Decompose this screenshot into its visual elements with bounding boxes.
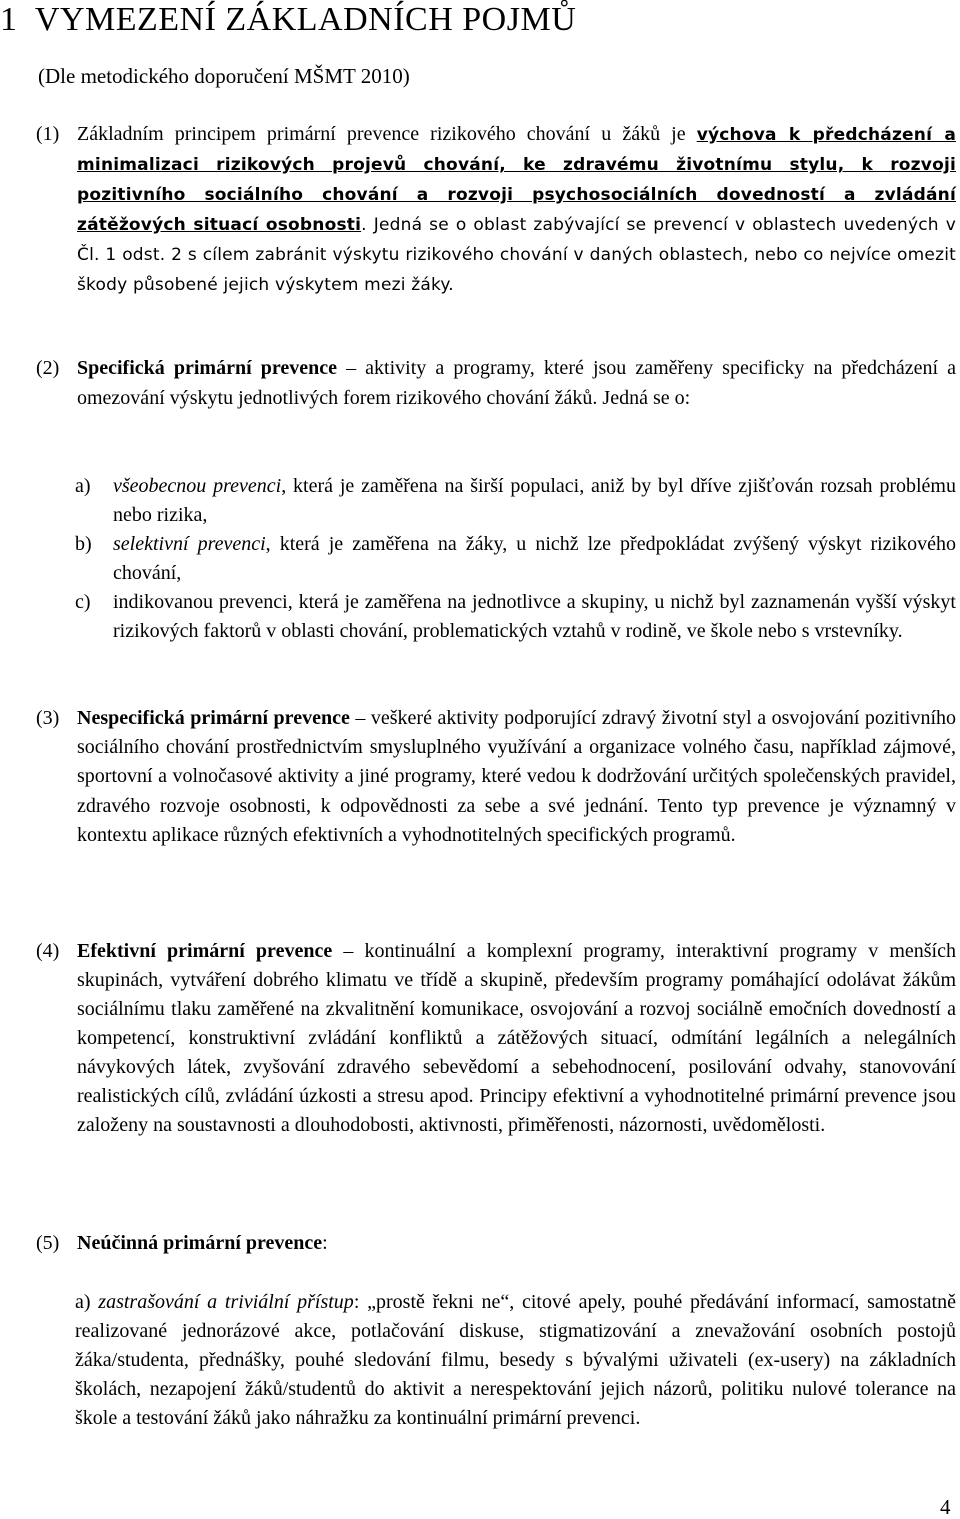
list-item-term: všeobecnou prevenci — [113, 475, 282, 497]
paragraph-number: (2) — [36, 357, 60, 379]
chapter-number: 1 — [0, 1, 18, 38]
list-item — [75, 530, 956, 588]
prevention-type-list — [75, 472, 956, 646]
paragraph-term: Nespecifická primární prevence — [77, 707, 350, 729]
page-number: 4 — [940, 1495, 951, 1519]
list-item-text: : „prostě řekni ne“, citové apely, pouhé předávání informací, samostatně realizované jednorázové akce, potlačování diskuse, stigmatizování a znevažování osobních postojů žáka/studenta, přednášky, pouhé sledování filmu, besedy s bývalými uživateli (ex-usery) na základních školách, nezapojení žáků/studentů do aktivit a nerespektování jejich názorů, politiku nulové tolerance na škole a testování žáků jako náhražku za kontinuální primární prevenci. — [75, 1291, 956, 1429]
list-item-label: a) — [75, 475, 91, 497]
paragraph-text: – aktivity a programy, které jsou zaměřeny specificky na předcházení a omezování výskytu jednotlivých forem rizikového chování žáků. Jedná se o: — [77, 357, 956, 410]
list-item — [75, 472, 956, 530]
list-item-term: zastrašování a triviální přístup — [98, 1291, 354, 1313]
list-item-text: indikovanou prevenci, která je zaměřena na jednotlivce a skupiny, u nichž byl zaznamenán vyšší výskyt rizikových faktorů v oblasti chování, problematických vztahů v rodině, ve škole nebo s vrstevníky. — [113, 591, 956, 642]
paragraph-2 — [36, 353, 956, 414]
chapter-title: VYMEZENÍ ZÁKLADNÍCH POJMŮ — [34, 1, 577, 38]
list-item-text: , která je zaměřena na žáky, u nichž lze předpokládat zvýšený výskyt rizikového chování, — [113, 533, 956, 584]
paragraph-number: (5) — [36, 1232, 60, 1254]
paragraph-4 — [36, 937, 956, 1140]
list-item-label: a) — [75, 1291, 99, 1313]
list-item-text: , která je zaměřena na širší populaci, aniž by byl dříve zjišťován rozsah problému nebo rizika, — [113, 475, 956, 526]
paragraph-text: : — [322, 1232, 328, 1254]
chapter-heading — [0, 0, 576, 40]
paragraph-number: (1) — [36, 123, 60, 145]
chapter-subtitle: (Dle metodického doporučení MŠMT 2010) — [38, 64, 410, 88]
paragraph-number: (3) — [36, 707, 60, 729]
paragraph-number: (4) — [36, 940, 60, 962]
paragraph-5 — [36, 1229, 956, 1258]
paragraph-term: Neúčinná primární prevence — [77, 1232, 323, 1254]
paragraph-text: . Jedná se o oblast zabývající se prevencí v oblastech uvedených v Čl. 1 odst. 2 s cílem zabránit výskytu rizikového chování v daných oblastech, nebo co nejvíce omezit škody působené jejich výskytem mezi žáky. — [77, 215, 956, 295]
list-item-label: c) — [75, 591, 91, 613]
list-item-term: selektivní prevenci — [113, 533, 266, 555]
paragraph-text: – veškeré aktivity podporující zdravý životní styl a osvojování pozitivního sociálního chování prostřednictvím smysluplného využívání a organizace volného času, například zájmové, sportovní a volnočasové aktivity a jiné programy, které vedou k dodržování určitých společenských pravidel, zdravého rozvoje osobnosti, k odpovědnosti za sebe a své jednání. Tento typ prevence je významný v kontextu aplikace různých efektivních a vyhodnotitelných specifických programů. — [77, 707, 957, 846]
paragraph-3 — [36, 704, 956, 850]
paragraph-body — [77, 353, 956, 414]
paragraph-1 — [36, 120, 956, 300]
paragraph-emphasis: výchova k předcházení a minimalizaci rizikových projevů chování, ke zdravému životnímu stylu, k rozvoji pozitivního sociálního chování a rozvoji psychosociálních dovedností a zvládání zátěžových situací osobnosti — [77, 125, 956, 235]
paragraph-text: Základním principem primární prevence rizikového chování u žáků je — [77, 123, 697, 145]
paragraph-term: Specifická primární prevence — [77, 357, 337, 379]
list-item-label: b) — [75, 533, 92, 555]
paragraph-body — [77, 120, 956, 300]
paragraph-body — [77, 704, 956, 850]
paragraph-body — [77, 1229, 956, 1258]
ineffective-prevention-item — [75, 1288, 956, 1433]
paragraph-text: – kontinuální a komplexní programy, interaktivní programy v menších skupinách, vytváření dobrého klimatu ve třídě a skupině, především programy pomáhající odolávat žákům sociálnímu tlaku zaměřené na zkvalitnění komunikace, osvojování a rozvoj sociálně emočních dovedností a kompetencí, konstruktivní zvládání konfliktů a zátěžových situací, odmítání legálních a nelegálních návykových látek, zvyšování zdravého sebevědomí a sebehodnocení, posilování odvahy, stanovování realistických cílů, zvládání úzkosti a stresu apod. Principy efektivní a vyhodnotitelné primární prevence jsou založeny na soustavnosti a dlouhodobosti, aktivnosti, přiměřenosti, názornosti, uvědomělosti. — [77, 940, 956, 1136]
paragraph-term: Efektivní primární prevence — [77, 940, 333, 962]
paragraph-body — [77, 937, 956, 1140]
list-item — [75, 588, 956, 646]
